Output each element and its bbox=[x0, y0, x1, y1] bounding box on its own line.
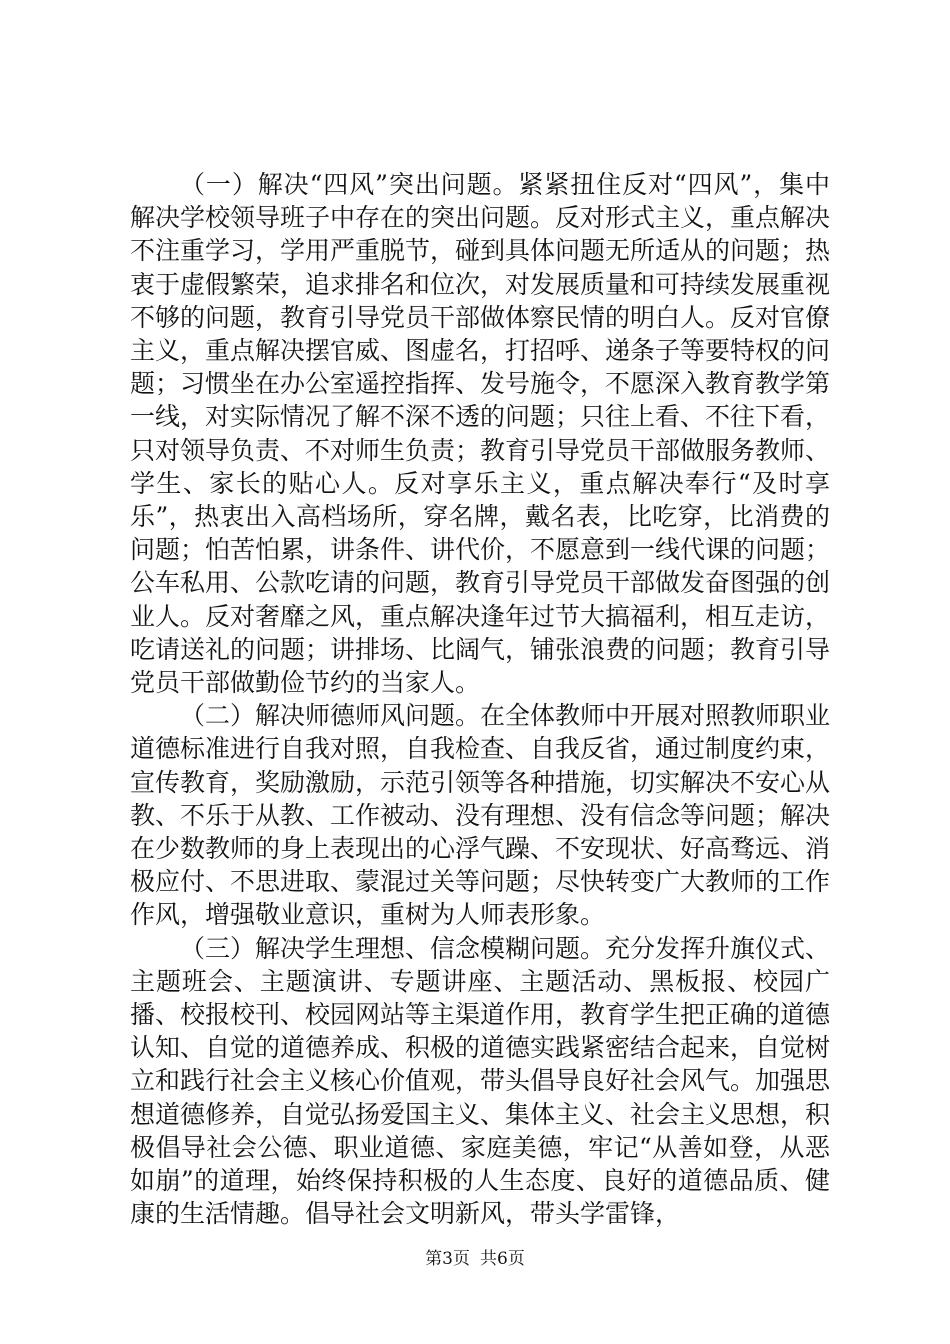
paragraph-3: （三）解决学生理想、信念模糊问题。充分发挥升旗仪式、主题班会、主题演讲、专题讲座、主题活动、黑板报、校园广播、校报校刊、校园网站等主渠道作用，教育学生把正确的道德认知、自觉的道德养成、积极的道德实践紧密结合起来，自觉树立和践行社会主义核心价值观，带头倡导良好社会风气。加强思想道德修养，自觉弘扬爱国主义、集体主义、社会主义思想，积极倡导社会公德、职业道德、家庭美德，牢记“从善如登，从恶如崩”的道理，始终保持积极的人生态度、良好的道德品质、健康的生活情趣。倡导社会文明新风，带头学雷锋， bbox=[130, 933, 831, 1229]
paragraph-2: （二）解决师德师风问题。在全体教师中开展对照教师职业道德标准进行自我对照，自我检查、自我反省，通过制度约束，宣传教育，奖励激励，示范引领等各种措施，切实解决不安心从教、不乐于从教、工作被动、没有理想、没有信念等问题；解决在少数教师的身上表现出的心浮气躁、不安现状、好高骛远、消极应付、不思进取、蒙混过关等问题；尽快转变广大教师的工作作风，增强敬业意识，重树为人师表形象。 bbox=[130, 701, 831, 930]
paragraph-1: （一）解决“四风”突出问题。紧紧扭住反对“四风”，集中解决学校领导班子中存在的突出问题。反对形式主义，重点解决不注重学习，学用严重脱节，碰到具体问题无所适从的问题；热衷于虚假繁荣，追求排名和位次，对发展质量和可持续发展重视不够的问题，教育引导党员干部做体察民情的明白人。反对官僚主义，重点解决摆官威、图虚名，打招呼、递条子等要特权的问题；习惯坐在办公室遥控指挥、发号施令，不愿深入教育教学第一线，对实际情况了解不深不透的问题；只往上看、不往下看，只对领导负责、不对师生负责；教育引导党员干部做服务教师、学生、家长的贴心人。反对享乐主义，重点解决奉行“及时享乐”，热衷出入高档场所，穿名牌，戴名表，比吃穿，比消费的问题；怕苦怕累，讲条件、讲代价，不愿意到一线代课的问题；公车私用、公款吃请的问题，教育引导党员干部做发奋图强的创业人。反对奢靡之风，重点解决逢年过节大搞福利，相互走访，吃请送礼的问题；讲排场、比阔气，铺张浪费的问题；教育引导党员干部做勤俭节约的当家人。 bbox=[130, 170, 831, 698]
page-total: 共6页 bbox=[480, 1249, 525, 1269]
page-number: 第3页 bbox=[425, 1249, 470, 1269]
page-footer bbox=[0, 1244, 950, 1269]
document-body bbox=[130, 168, 830, 1231]
